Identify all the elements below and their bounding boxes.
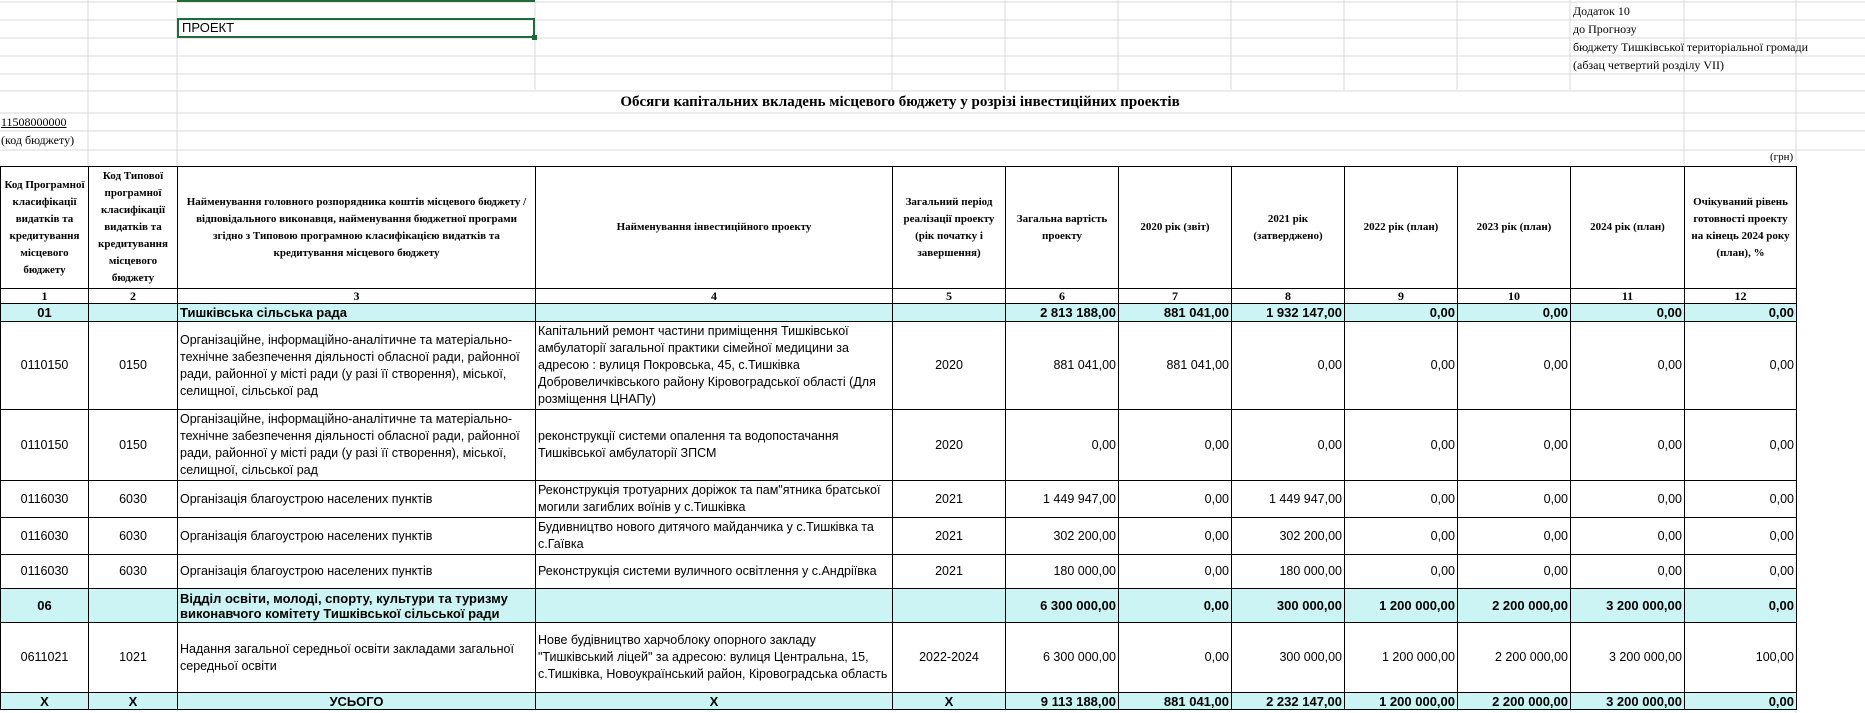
cell-project[interactable]: реконструкції системи опалення та водопостачання Тишківської амбулаторії ЗПСМ bbox=[536, 410, 893, 481]
cell-y2024[interactable]: 0,00 bbox=[1571, 322, 1685, 410]
cell-total[interactable]: 6 300 000,00 bbox=[1006, 589, 1119, 623]
cell-code[interactable]: 0110150 bbox=[1, 322, 89, 410]
cell-ready[interactable]: 0,00 bbox=[1685, 589, 1797, 623]
total-cell-typical[interactable]: X bbox=[89, 693, 178, 710]
cell-y2024[interactable]: 3 200 000,00 bbox=[1571, 623, 1685, 693]
cell-y2021[interactable]: 1 449 947,00 bbox=[1232, 481, 1345, 518]
cell-total[interactable]: 881 041,00 bbox=[1006, 322, 1119, 410]
table-row bbox=[1, 481, 1797, 518]
cell-period[interactable]: 2021 bbox=[893, 555, 1006, 589]
cell-typical[interactable]: 6030 bbox=[89, 518, 178, 555]
cell-period[interactable] bbox=[893, 589, 1006, 623]
column-number: 9 bbox=[1345, 289, 1458, 304]
table-row bbox=[1, 322, 1797, 410]
column-header: Код Програмної класифікації видатків та кредитування місцевого бюджету bbox=[1, 167, 89, 289]
cell-typical[interactable]: 6030 bbox=[89, 481, 178, 518]
column-number: 11 bbox=[1571, 289, 1685, 304]
cell-y2021[interactable]: 0,00 bbox=[1232, 322, 1345, 410]
column-number: 10 bbox=[1458, 289, 1571, 304]
cell-code[interactable]: 0116030 bbox=[1, 481, 89, 518]
cell-y2024[interactable]: 0,00 bbox=[1571, 304, 1685, 322]
column-header: Загальний період реалізації проекту (рік початку і завершення) bbox=[893, 167, 1006, 289]
total-cell-code[interactable]: X bbox=[1, 693, 89, 710]
cell-total[interactable]: 2 813 188,00 bbox=[1006, 304, 1119, 322]
column-header: Загальна вартість проекту bbox=[1006, 167, 1119, 289]
header-row bbox=[1, 167, 1797, 289]
cell-period[interactable]: 2022-2024 bbox=[893, 623, 1006, 693]
cell-y2024[interactable]: 0,00 bbox=[1571, 410, 1685, 481]
cell-y2023[interactable]: 0,00 bbox=[1458, 410, 1571, 481]
selection-top-border bbox=[177, 0, 535, 2]
cell-period[interactable] bbox=[893, 304, 1006, 322]
column-header: Код Типової програмної класифікації видатків та кредитування місцевого бюджету bbox=[89, 167, 178, 289]
cell-y2020[interactable]: 881 041,00 bbox=[1119, 304, 1232, 322]
table-row bbox=[1, 555, 1797, 589]
cell-y2021[interactable]: 1 932 147,00 bbox=[1232, 304, 1345, 322]
cell-period[interactable]: 2020 bbox=[893, 410, 1006, 481]
budget-code-label: (код бюджету) bbox=[1, 133, 75, 147]
total-cell-y2022[interactable]: 1 200 000,00 bbox=[1345, 693, 1458, 710]
column-number: 6 bbox=[1006, 289, 1119, 304]
column-number: 1 bbox=[1, 289, 89, 304]
cell-code[interactable]: 0110150 bbox=[1, 410, 89, 481]
column-number: 3 bbox=[178, 289, 536, 304]
annex-line-3: бюджету Тишківської територіальної громади bbox=[1573, 40, 1809, 54]
cell-name[interactable]: Надання загальної середньої освіти закладами загальної середньої освіти bbox=[178, 623, 536, 693]
cell-ready[interactable]: 0,00 bbox=[1685, 322, 1797, 410]
project-label: ПРОЕКТ bbox=[182, 20, 235, 35]
cell-ready[interactable]: 0,00 bbox=[1685, 518, 1797, 555]
currency-note: (грн) bbox=[1770, 151, 1794, 163]
cell-typical[interactable]: 0150 bbox=[89, 322, 178, 410]
column-header: 2021 рік (затверджено) bbox=[1232, 167, 1345, 289]
cell-y2022[interactable]: 1 200 000,00 bbox=[1345, 589, 1458, 623]
cell-period[interactable]: 2021 bbox=[893, 481, 1006, 518]
column-number: 7 bbox=[1119, 289, 1232, 304]
cell-y2020[interactable]: 0,00 bbox=[1119, 589, 1232, 623]
cell-y2023[interactable]: 0,00 bbox=[1458, 322, 1571, 410]
cell-code[interactable]: 01 bbox=[1, 304, 89, 322]
cell-project[interactable]: Нове будівництво харчоблоку опорного закладу "Тишківський ліцей" за адресою: вулиця Центральна, 15, с.Тишківка, Новоукраїнський район, Кіровоградська область bbox=[536, 623, 893, 693]
table-row bbox=[1, 518, 1797, 555]
budget-code: 11508000000 bbox=[1, 115, 67, 129]
cell-y2020[interactable]: 0,00 bbox=[1119, 481, 1232, 518]
column-number: 5 bbox=[893, 289, 1006, 304]
cell-typical[interactable]: 1021 bbox=[89, 623, 178, 693]
cell-y2021[interactable]: 300 000,00 bbox=[1232, 589, 1345, 623]
cell-total[interactable]: 1 449 947,00 bbox=[1006, 481, 1119, 518]
cell-y2022[interactable]: 1 200 000,00 bbox=[1345, 623, 1458, 693]
cell-project[interactable]: Будивництво нового дитячого майданчика у с.Тишківка та с.Гаївка bbox=[536, 518, 893, 555]
column-header: 2023 рік (план) bbox=[1458, 167, 1571, 289]
cell-y2023[interactable]: 0,00 bbox=[1458, 555, 1571, 589]
cell-total[interactable]: 0,00 bbox=[1006, 410, 1119, 481]
cell-y2023[interactable]: 0,00 bbox=[1458, 481, 1571, 518]
annex-line-2: до Прогнозу bbox=[1573, 22, 1637, 36]
total-cell-project[interactable]: X bbox=[536, 693, 893, 710]
cell-y2022[interactable]: 0,00 bbox=[1345, 410, 1458, 481]
cell-project[interactable]: Капітальний ремонт частини приміщення Тишківської амбулаторії загальної практики сімейної медицини за адресою : вулиця Покровська, 45, с.Тишківка Добровеличківського району Кіровоградської області (Для розміщення ЦНАПу) bbox=[536, 322, 893, 410]
cell-name[interactable]: Відділ освіти, молоді, спорту, культури та туризму виконавчого комітету Тишківської сільської ради bbox=[178, 589, 536, 623]
cell-y2020[interactable]: 0,00 bbox=[1119, 410, 1232, 481]
cell-y2024[interactable]: 0,00 bbox=[1571, 555, 1685, 589]
cell-y2022[interactable]: 0,00 bbox=[1345, 555, 1458, 589]
column-header: 2024 рік (план) bbox=[1571, 167, 1685, 289]
cell-period[interactable]: 2021 bbox=[893, 518, 1006, 555]
cell-name[interactable]: Організація благоустрою населених пунктів bbox=[178, 555, 536, 589]
cell-project[interactable] bbox=[536, 304, 893, 322]
cell-y2021[interactable]: 300 000,00 bbox=[1232, 623, 1345, 693]
cell-y2022[interactable]: 0,00 bbox=[1345, 322, 1458, 410]
total-cell-period[interactable]: X bbox=[893, 693, 1006, 710]
cell-ready[interactable]: 0,00 bbox=[1685, 555, 1797, 589]
cell-name[interactable]: Організація благоустрою населених пунктів bbox=[178, 518, 536, 555]
annex-line-1: Додаток 10 bbox=[1573, 4, 1630, 18]
column-number: 8 bbox=[1232, 289, 1345, 304]
cell-typical[interactable]: 6030 bbox=[89, 555, 178, 589]
cell-code[interactable]: 0116030 bbox=[1, 518, 89, 555]
column-header: 2022 рік (план) bbox=[1345, 167, 1458, 289]
cell-total[interactable]: 180 000,00 bbox=[1006, 555, 1119, 589]
cell-y2021[interactable]: 180 000,00 bbox=[1232, 555, 1345, 589]
cell-y2021[interactable]: 302 200,00 bbox=[1232, 518, 1345, 555]
project-cell[interactable] bbox=[177, 18, 535, 38]
cell-y2020[interactable]: 0,00 bbox=[1119, 518, 1232, 555]
cell-ready[interactable]: 0,00 bbox=[1685, 410, 1797, 481]
cell-code[interactable]: 06 bbox=[1, 589, 89, 623]
cell-y2020[interactable]: 0,00 bbox=[1119, 623, 1232, 693]
total-cell-total[interactable]: 9 113 188,00 bbox=[1006, 693, 1119, 710]
cell-name[interactable]: Організаційне, інформаційно-аналітичне та матеріально-технічне забезпечення діяльності обласної ради, районної ради, районної у місті ради (у разі її створення), міської, селищної, сільської рад bbox=[178, 410, 536, 481]
document-title: Обсяги капітальних вкладень місцевого бюджету у розрізі інвестиційних проектів bbox=[620, 94, 1180, 110]
total-cell-y2021[interactable]: 2 232 147,00 bbox=[1232, 693, 1345, 710]
cell-project[interactable] bbox=[536, 589, 893, 623]
total-row bbox=[1, 693, 1797, 710]
cell-ready[interactable]: 0,00 bbox=[1685, 304, 1797, 322]
cell-project[interactable]: Реконструкція системи вуличного освітлення у с.Андріївка bbox=[536, 555, 893, 589]
group-row bbox=[1, 304, 1797, 322]
table-row bbox=[1, 623, 1797, 693]
column-header: Найменування інвестиційного проекту bbox=[536, 167, 893, 289]
column-number-row bbox=[1, 289, 1797, 304]
column-header: 2020 рік (звіт) bbox=[1119, 167, 1232, 289]
cell-y2022[interactable]: 0,00 bbox=[1345, 481, 1458, 518]
cell-code[interactable]: 0116030 bbox=[1, 555, 89, 589]
investment-table bbox=[0, 166, 1797, 710]
cell-y2021[interactable]: 0,00 bbox=[1232, 410, 1345, 481]
column-header: Найменування головного розпорядника коштів місцевого бюджету / відповідального виконавця, найменування бюджетної програми згідно з Типовою програмною класифікацією видатків та кредитування місцевого бюджету bbox=[178, 167, 536, 289]
cell-typical[interactable]: 0150 bbox=[89, 410, 178, 481]
cell-total[interactable]: 6 300 000,00 bbox=[1006, 623, 1119, 693]
cell-code[interactable]: 0611021 bbox=[1, 623, 89, 693]
cell-y2024[interactable]: 0,00 bbox=[1571, 518, 1685, 555]
cell-name[interactable]: Організація благоустрою населених пунктів bbox=[178, 481, 536, 518]
table-row bbox=[1, 410, 1797, 481]
total-cell-y2020[interactable]: 881 041,00 bbox=[1119, 693, 1232, 710]
cell-ready[interactable]: 100,00 bbox=[1685, 623, 1797, 693]
cell-y2023[interactable]: 2 200 000,00 bbox=[1458, 623, 1571, 693]
total-cell-y2023[interactable]: 2 200 000,00 bbox=[1458, 693, 1571, 710]
cell-total[interactable]: 302 200,00 bbox=[1006, 518, 1119, 555]
total-cell-y2024[interactable]: 3 200 000,00 bbox=[1571, 693, 1685, 710]
fill-handle[interactable] bbox=[532, 35, 537, 40]
cell-y2020[interactable]: 881 041,00 bbox=[1119, 322, 1232, 410]
cell-typical[interactable] bbox=[89, 589, 178, 623]
column-header: Очікуваний рівень готовності проекту на кінець 2024 року (план), % bbox=[1685, 167, 1797, 289]
cell-period[interactable]: 2020 bbox=[893, 322, 1006, 410]
cell-y2023[interactable]: 0,00 bbox=[1458, 518, 1571, 555]
total-cell-ready[interactable]: 0,00 bbox=[1685, 693, 1797, 710]
column-number: 4 bbox=[536, 289, 893, 304]
cell-name[interactable]: Тишківська сільська рада bbox=[178, 304, 536, 322]
cell-project[interactable]: Реконструкція тротуарних доріжок та пам"ятника братської могили загиблих воїнів у с.Тишківка bbox=[536, 481, 893, 518]
column-number: 2 bbox=[89, 289, 178, 304]
cell-y2022[interactable]: 0,00 bbox=[1345, 304, 1458, 322]
cell-typical[interactable] bbox=[89, 304, 178, 322]
cell-y2020[interactable]: 0,00 bbox=[1119, 555, 1232, 589]
column-number: 12 bbox=[1685, 289, 1797, 304]
annex-line-4: (абзац четвертий розділу VII) bbox=[1573, 58, 1724, 72]
cell-y2022[interactable]: 0,00 bbox=[1345, 518, 1458, 555]
cell-name[interactable]: Організаційне, інформаційно-аналітичне та матеріально-технічне забезпечення діяльності обласної ради, районної ради, районної у місті ради (у разі її створення), міської, селищної, сільської рад bbox=[178, 322, 536, 410]
cell-y2024[interactable]: 0,00 bbox=[1571, 481, 1685, 518]
total-cell-name[interactable]: УСЬОГО bbox=[178, 693, 536, 710]
cell-ready[interactable]: 0,00 bbox=[1685, 481, 1797, 518]
cell-y2023[interactable]: 0,00 bbox=[1458, 304, 1571, 322]
cell-y2023[interactable]: 2 200 000,00 bbox=[1458, 589, 1571, 623]
cell-y2024[interactable]: 3 200 000,00 bbox=[1571, 589, 1685, 623]
group-row bbox=[1, 589, 1797, 623]
